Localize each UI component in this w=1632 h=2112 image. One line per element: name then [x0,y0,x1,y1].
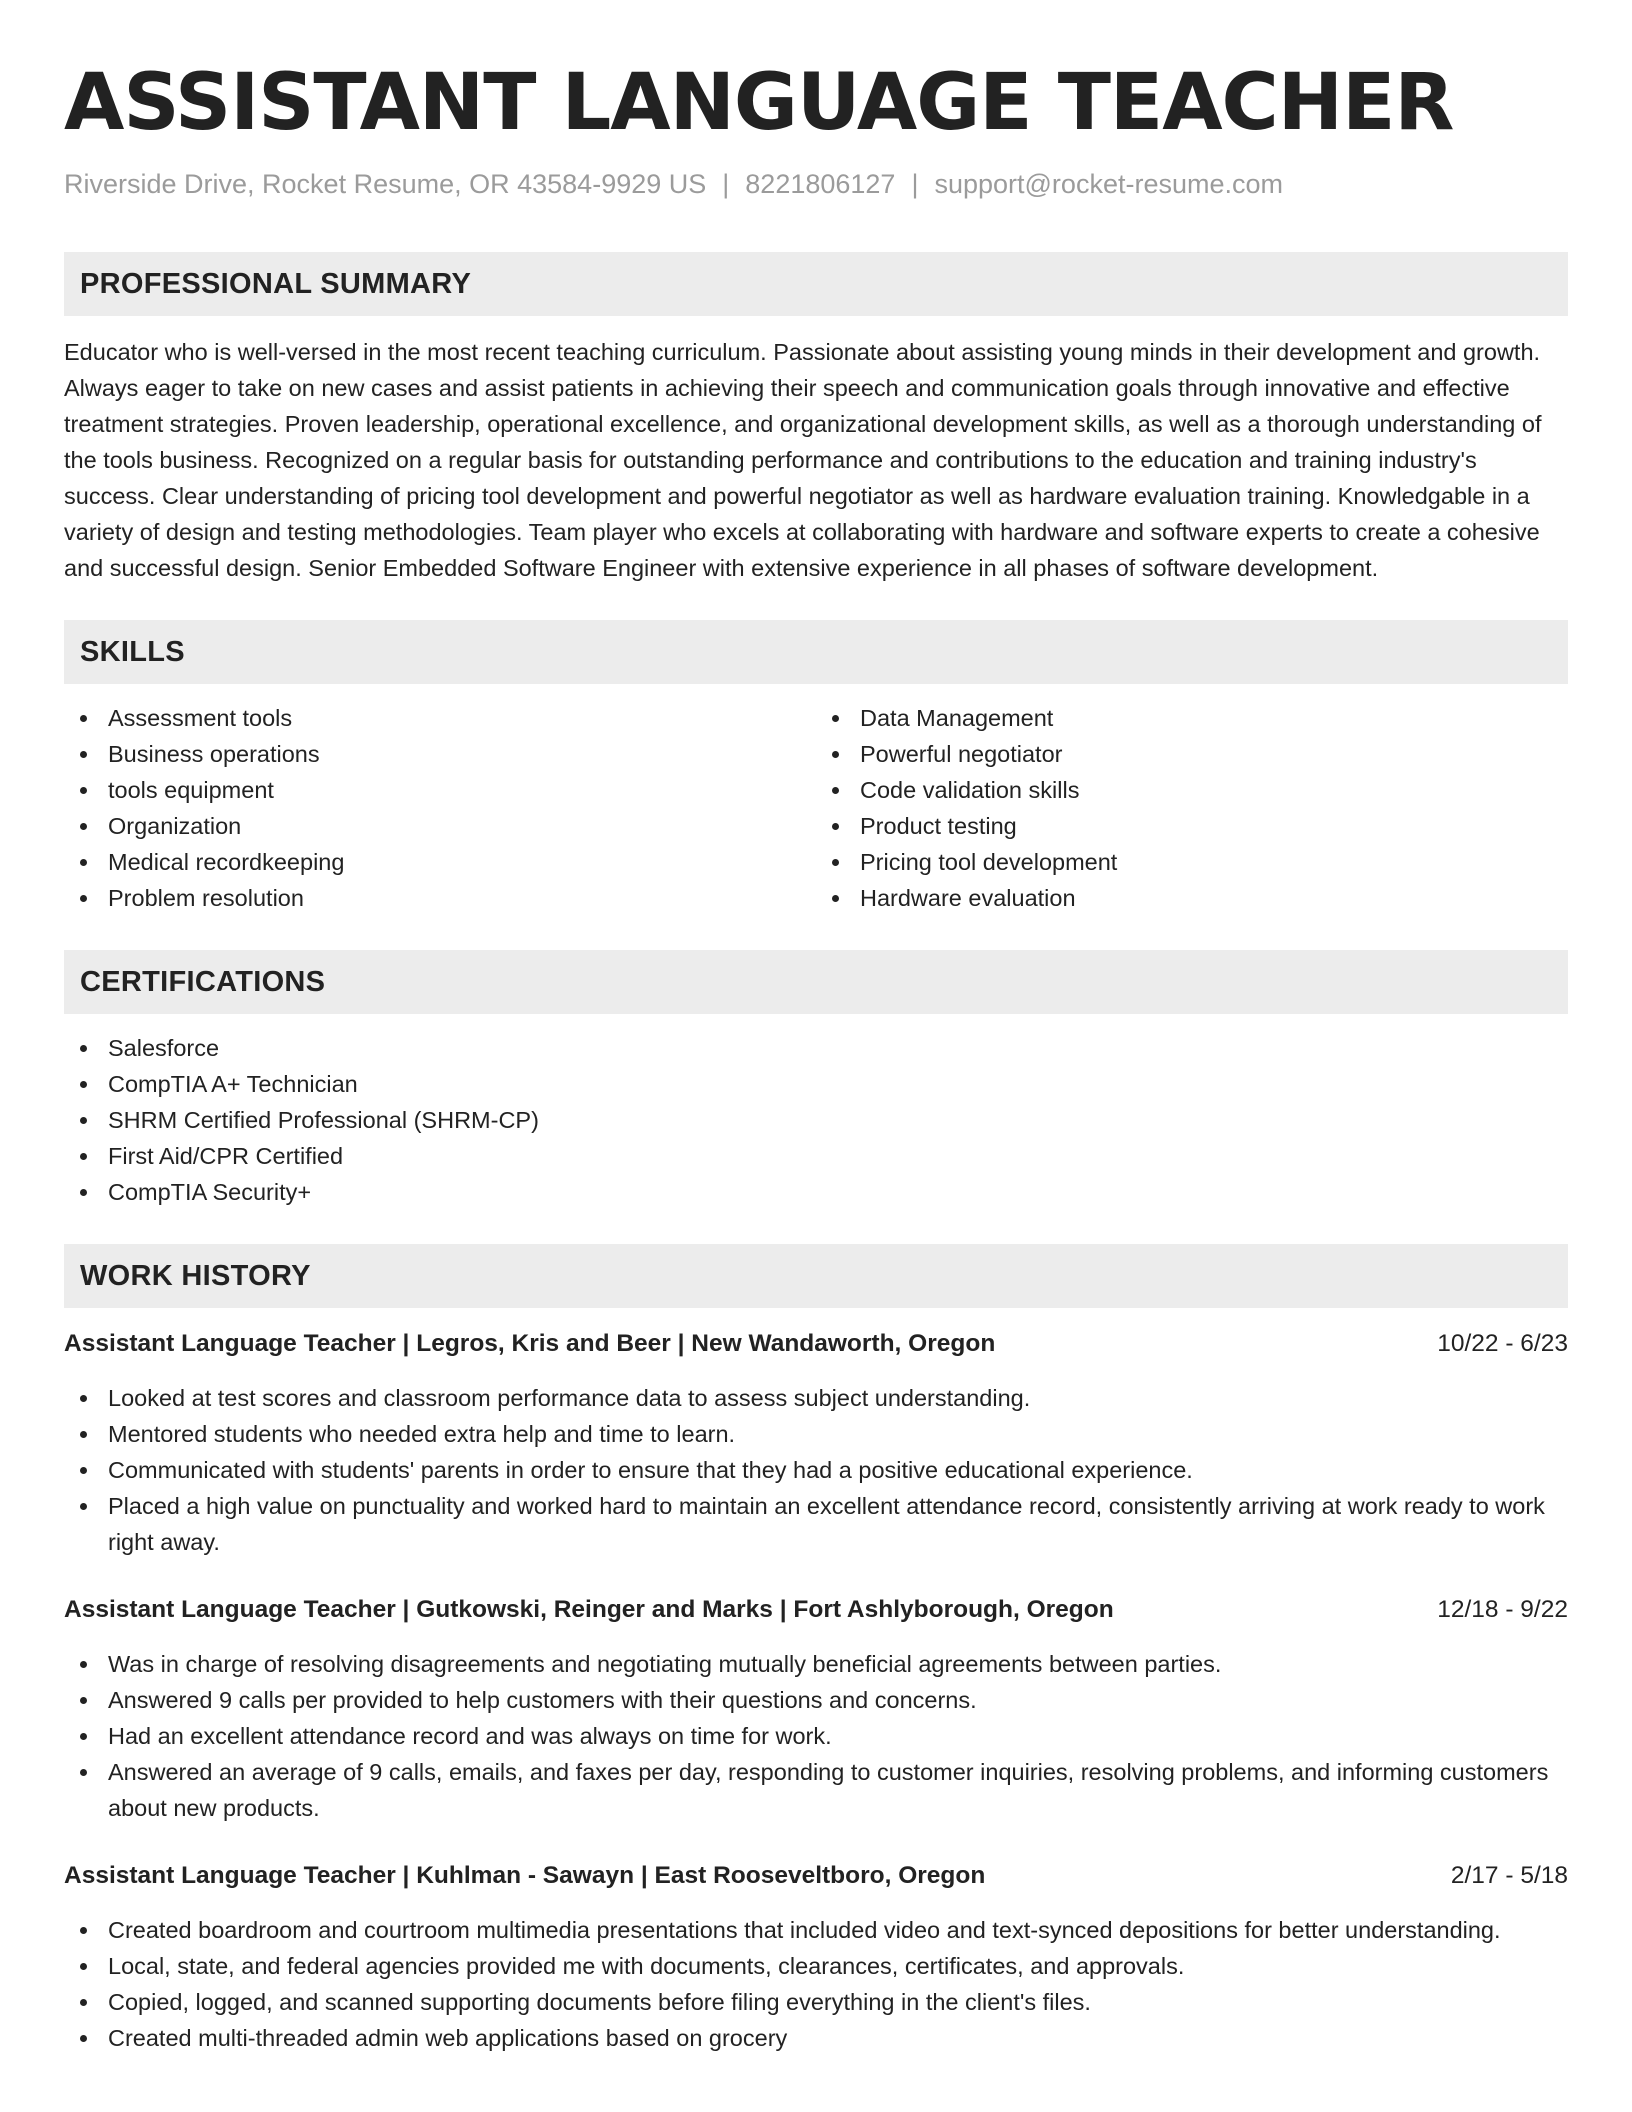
certifications-list [64,1030,1568,1210]
skill-item: Powerful negotiator [816,736,1568,772]
skills-grid [64,700,1568,916]
section-title-skills: SKILLS [80,635,185,668]
skills-column-left [64,700,816,916]
job-bullet: Answered 9 calls per provided to help customers with their questions and concerns. [64,1682,1568,1718]
certification-item: First Aid/CPR Certified [64,1138,1568,1174]
skill-item: Data Management [816,700,1568,736]
skill-item: Medical recordkeeping [64,844,816,880]
job-dates: 2/17 - 5/18 [1450,1862,1568,1889]
section-header-summary [64,252,1568,316]
contact-line [64,168,1568,200]
skill-item: Organization [64,808,816,844]
section-header-certifications [64,950,1568,1014]
job-bullet: Mentored students who needed extra help and time to learn. [64,1416,1568,1452]
section-title-work-history: WORK HISTORY [80,1259,311,1292]
job-bullets [64,1380,1568,1560]
skills-list-right [816,700,1568,916]
job-entry [64,1858,1568,2056]
skill-item: Product testing [816,808,1568,844]
section-header-work-history [64,1244,1568,1308]
certification-item: CompTIA Security+ [64,1174,1568,1210]
job-bullet: Local, state, and federal agencies provided me with documents, clearances, certificates, and approvals. [64,1948,1568,1984]
contact-address: Riverside Drive, Rocket Resume, OR 43584-9929 US [64,169,707,199]
job-bullets [64,1646,1568,1826]
job-title: Assistant Language Teacher | Gutkowski, Reinger and Marks | Fort Ashlyborough, Oregon [64,1596,1114,1623]
job-dates: 12/18 - 9/22 [1437,1596,1568,1623]
job-entry [64,1326,1568,1560]
job-header [64,1858,1568,1894]
contact-phone: 8221806127 [745,169,896,199]
certification-item: SHRM Certified Professional (SHRM-CP) [64,1102,1568,1138]
skill-item: Code validation skills [816,772,1568,808]
contact-separator: | [722,169,730,199]
job-header [64,1592,1568,1628]
skill-item: tools equipment [64,772,816,808]
contact-email: support@rocket-resume.com [934,169,1283,199]
skill-item: Pricing tool development [816,844,1568,880]
job-bullet: Had an excellent attendance record and was always on time for work. [64,1718,1568,1754]
job-bullet: Communicated with students' parents in order to ensure that they had a positive educational experience. [64,1452,1568,1488]
job-bullet: Was in charge of resolving disagreements and negotiating mutually beneficial agreements between parties. [64,1646,1568,1682]
contact-separator: | [911,169,919,199]
section-title-certifications: CERTIFICATIONS [80,965,326,998]
job-title: Assistant Language Teacher | Kuhlman - Sawayn | East Rooseveltboro, Oregon [64,1862,986,1889]
skill-item: Problem resolution [64,880,816,916]
job-bullet: Looked at test scores and classroom performance data to assess subject understanding. [64,1380,1568,1416]
job-title: Assistant Language Teacher | Legros, Kris and Beer | New Wandaworth, Oregon [64,1330,996,1357]
job-bullet: Created boardroom and courtroom multimedia presentations that included video and text-synced depositions for better understanding. [64,1912,1568,1948]
skill-item: Hardware evaluation [816,880,1568,916]
resume-name: ASSISTANT LANGUAGE TEACHER [64,58,1454,148]
job-bullet: Copied, logged, and scanned supporting documents before filing everything in the client's files. [64,1984,1568,2020]
job-dates: 10/22 - 6/23 [1437,1330,1568,1357]
job-bullet: Placed a high value on punctuality and worked hard to maintain an excellent attendance record, consistently arriving at work ready to work right away. [64,1488,1568,1560]
section-title-summary: PROFESSIONAL SUMMARY [80,267,472,300]
certification-item: Salesforce [64,1030,1568,1066]
job-header [64,1326,1568,1362]
certification-item: CompTIA A+ Technician [64,1066,1568,1102]
summary-text: Educator who is well-versed in the most recent teaching curriculum. Passionate about assisting young minds in their development and growth. Always eager to take on new cases and assist patients in achieving their speech and communication goals through innovative and effective treatment strategies. Proven leadership, operational excellence, and organizational development skills, as well as a thorough understanding of the tools business. Recognized on a regular basis for outstanding performance and contributions to the education and training industry's success. Clear understanding of pricing tool development and powerful negotiator as well as hardware evaluation training. Knowledgable in a variety of design and testing methodologies. Team player who excels at collaborating with hardware and software experts to create a cohesive and successful design. Senior Embedded Software Engineer with extensive experience in all phases of software development. [64,339,1542,581]
skill-item: Assessment tools [64,700,816,736]
job-bullets [64,1912,1568,2056]
skills-column-right [816,700,1568,916]
skills-list-left [64,700,816,916]
job-entry [64,1592,1568,1826]
skill-item: Business operations [64,736,816,772]
section-header-skills [64,620,1568,684]
job-bullet: Answered an average of 9 calls, emails, and faxes per day, responding to customer inquiries, resolving problems, and informing customers about new products. [64,1754,1568,1826]
job-bullet: Created multi-threaded admin web applications based on grocery [64,2020,1568,2056]
